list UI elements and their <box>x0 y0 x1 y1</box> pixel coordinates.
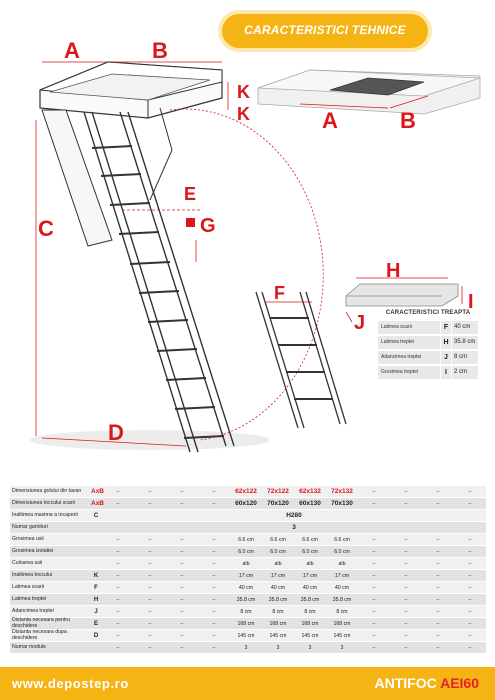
table-cell: – <box>102 570 134 582</box>
table-cell: 62x122 <box>230 486 262 498</box>
table-cell: – <box>358 618 390 630</box>
table-cell: 72x122 <box>262 486 294 498</box>
label-e: E <box>184 184 197 204</box>
table-cell: 3 <box>230 642 262 654</box>
row-code: K <box>90 570 102 582</box>
row-code: F <box>90 582 102 594</box>
table-cell: – <box>166 642 198 654</box>
table-cell: – <box>390 606 422 618</box>
table-row <box>10 630 486 642</box>
table-cell: 35.8 cm <box>294 594 326 606</box>
table-cell: – <box>390 534 422 546</box>
table-cell: – <box>390 498 422 510</box>
row-span-value: 3 <box>102 522 486 534</box>
table-cell: – <box>390 570 422 582</box>
step-specs <box>378 310 478 380</box>
table-cell: – <box>358 594 390 606</box>
label-b: B <box>152 38 168 63</box>
table-cell: – <box>166 618 198 630</box>
step-profile <box>346 284 458 306</box>
table-row <box>10 546 486 558</box>
row-name: Inaltimea toccului <box>10 570 90 582</box>
row-code <box>90 642 102 654</box>
footer-model: ANTIFOC AEI60 <box>374 675 479 691</box>
table-cell: alb <box>230 558 262 570</box>
table-cell: – <box>198 594 230 606</box>
label-a-top-view: A <box>322 108 338 133</box>
table-cell: 145 cm <box>230 630 262 642</box>
table-cell: 60x120 <box>230 498 262 510</box>
table-cell: – <box>422 582 454 594</box>
row-code: AxB <box>90 498 102 510</box>
table-cell: – <box>422 642 454 654</box>
table-cell: – <box>102 486 134 498</box>
table-cell: – <box>454 594 486 606</box>
table-cell: – <box>166 486 198 498</box>
table-cell: 6.0 cm <box>230 546 262 558</box>
table-cell: – <box>102 558 134 570</box>
table-cell: – <box>166 534 198 546</box>
table-cell: 8 cm <box>326 606 358 618</box>
table-cell: 40 cm <box>294 582 326 594</box>
table-cell: – <box>422 570 454 582</box>
table-cell: 17 cm <box>230 570 262 582</box>
table-cell: – <box>102 594 134 606</box>
row-code <box>90 546 102 558</box>
label-h: H <box>386 260 401 282</box>
table-cell: – <box>134 498 166 510</box>
weight-icon <box>186 218 195 227</box>
table-cell: – <box>390 546 422 558</box>
row-name: Inaltimea maxima a incaperii <box>10 510 90 522</box>
table-cell: 72x132 <box>326 486 358 498</box>
table-cell: – <box>166 546 198 558</box>
table-cell: – <box>102 630 134 642</box>
table-cell: – <box>390 558 422 570</box>
table-cell: – <box>358 534 390 546</box>
label-a: A <box>64 38 80 63</box>
table-cell: – <box>102 582 134 594</box>
table-cell: alb <box>294 558 326 570</box>
table-cell: – <box>102 498 134 510</box>
table-cell: 40 cm <box>230 582 262 594</box>
table-cell: 62x132 <box>294 486 326 498</box>
row-code <box>90 522 102 534</box>
table-cell: – <box>454 570 486 582</box>
table-cell: alb <box>326 558 358 570</box>
floor-shadow <box>30 430 270 450</box>
row-span-value: H280 <box>102 510 486 522</box>
table-cell: – <box>198 498 230 510</box>
table-cell: – <box>422 618 454 630</box>
row-name: Distanta necesara dupa deschidere <box>10 630 90 642</box>
table-cell: – <box>358 570 390 582</box>
table-cell: – <box>134 546 166 558</box>
row-name: Adancimea treptei <box>10 606 90 618</box>
table-row <box>10 606 486 618</box>
table-row <box>10 594 486 606</box>
table-cell: 40 cm <box>262 582 294 594</box>
table-row <box>10 534 486 546</box>
row-name: Latimea treptei <box>10 594 90 606</box>
table-row <box>10 570 486 582</box>
table-cell: – <box>198 582 230 594</box>
table-cell: – <box>134 570 166 582</box>
label-b-top-view: B <box>400 108 416 133</box>
spec-row: Grosimea treptei I 2 cm <box>378 365 478 380</box>
table-row <box>10 486 486 498</box>
table-cell: – <box>198 486 230 498</box>
spec-row: Adancimea treptei J 8 cm <box>378 350 478 365</box>
main-ladder <box>84 112 234 452</box>
table-cell: – <box>198 618 230 630</box>
table-cell: – <box>422 630 454 642</box>
table-row <box>10 522 486 534</box>
table-row <box>10 558 486 570</box>
label-k-top: K <box>237 82 250 102</box>
table-cell: 6.0 cm <box>294 546 326 558</box>
ladder-section <box>256 292 346 428</box>
footer <box>0 667 495 700</box>
table-cell: – <box>102 618 134 630</box>
table-cell: – <box>198 558 230 570</box>
table-cell: – <box>390 582 422 594</box>
table-cell: – <box>102 546 134 558</box>
spec-row: Latimea treptei H 35.8 cm <box>378 335 478 350</box>
table-cell: – <box>422 558 454 570</box>
dimension-lines <box>36 62 323 446</box>
row-name: Grosimea izolatiei <box>10 546 90 558</box>
label-c: C <box>38 216 54 241</box>
table-cell: – <box>102 642 134 654</box>
table-cell: – <box>134 582 166 594</box>
table-cell: – <box>454 630 486 642</box>
table-cell: – <box>422 498 454 510</box>
table-cell: – <box>422 606 454 618</box>
table-cell: – <box>102 534 134 546</box>
table-cell: – <box>166 570 198 582</box>
table-cell: – <box>454 486 486 498</box>
row-name: Distanta necesara pentru deschidere <box>10 618 90 630</box>
table-cell: – <box>454 534 486 546</box>
table-cell: – <box>166 606 198 618</box>
table-cell: – <box>198 546 230 558</box>
table-row <box>10 642 486 654</box>
label-j: J <box>354 312 366 334</box>
row-name: Dimensiunea toccului scarii <box>10 498 90 510</box>
table-row <box>10 510 486 522</box>
table-cell: – <box>454 558 486 570</box>
table-cell: – <box>454 606 486 618</box>
table-cell: – <box>390 642 422 654</box>
table-cell: – <box>134 534 166 546</box>
table-cell: 6.6 cm <box>230 534 262 546</box>
table-cell: – <box>358 498 390 510</box>
table-cell: – <box>422 534 454 546</box>
footer-url[interactable]: www.depostep.ro <box>12 676 129 691</box>
table-cell: – <box>390 594 422 606</box>
table-cell: 8 cm <box>294 606 326 618</box>
row-code: E <box>90 618 102 630</box>
table-row <box>10 582 486 594</box>
row-code: D <box>90 630 102 642</box>
table-cell: – <box>358 630 390 642</box>
table-cell: – <box>134 618 166 630</box>
table-cell: – <box>454 546 486 558</box>
table-cell: 3 <box>326 642 358 654</box>
table-cell: 35.8 cm <box>326 594 358 606</box>
table-cell: 145 cm <box>326 630 358 642</box>
table-cell: – <box>198 630 230 642</box>
table-cell: 6.0 cm <box>326 546 358 558</box>
row-name: Culoarea usii <box>10 558 90 570</box>
table-cell: – <box>102 606 134 618</box>
table-cell: – <box>358 558 390 570</box>
label-i: I <box>468 291 474 313</box>
table-cell: 145 cm <box>294 630 326 642</box>
row-code <box>90 534 102 546</box>
banner-title: CARACTERISTICI TEHNICE <box>244 23 406 37</box>
table-cell: 35.8 cm <box>262 594 294 606</box>
row-name: Dimensiunea golului din tavan <box>10 486 90 498</box>
table-row <box>10 618 486 630</box>
table-cell: – <box>358 546 390 558</box>
table-cell: 17 cm <box>294 570 326 582</box>
table-cell: 3 <box>262 642 294 654</box>
row-code: C <box>90 510 102 522</box>
table-cell: – <box>358 486 390 498</box>
table-cell: – <box>134 642 166 654</box>
table-row <box>10 498 486 510</box>
row-code: AxB <box>90 486 102 498</box>
table-cell: alb <box>262 558 294 570</box>
table-cell: – <box>166 582 198 594</box>
table-cell: 168 cm <box>294 618 326 630</box>
table-cell: – <box>198 534 230 546</box>
table-cell: 3 <box>294 642 326 654</box>
table-cell: – <box>358 582 390 594</box>
table-cell: – <box>422 594 454 606</box>
table-cell: – <box>134 606 166 618</box>
table-cell: – <box>134 486 166 498</box>
table-cell: – <box>454 582 486 594</box>
table-cell: – <box>134 630 166 642</box>
table-cell: – <box>166 558 198 570</box>
table-cell: – <box>134 558 166 570</box>
label-f: F <box>274 283 285 303</box>
table-cell: – <box>454 618 486 630</box>
row-name: Numar module <box>10 642 90 654</box>
table-cell: 40 cm <box>326 582 358 594</box>
table-cell: 6.6 cm <box>326 534 358 546</box>
step-specs-title: CARACTERISTICI TREAPTA <box>385 310 471 316</box>
table-cell: 8 cm <box>262 606 294 618</box>
table-cell: – <box>198 606 230 618</box>
table-cell: 168 cm <box>230 618 262 630</box>
table-cell: 168 cm <box>326 618 358 630</box>
table-cell: 6.6 cm <box>294 534 326 546</box>
table-cell: 35.8 cm <box>230 594 262 606</box>
row-name: Latimea scarii <box>10 582 90 594</box>
row-name: Numar garnituri <box>10 522 90 534</box>
table-cell: 6.6 cm <box>262 534 294 546</box>
table-cell: – <box>390 486 422 498</box>
table-cell: – <box>422 546 454 558</box>
table-cell: 168 cm <box>262 618 294 630</box>
table-cell: 60x130 <box>294 498 326 510</box>
table-cell: – <box>390 618 422 630</box>
spec-row: Latimea scarii F 40 cm <box>378 320 478 335</box>
table-cell: – <box>134 594 166 606</box>
label-d: D <box>108 420 124 445</box>
table-cell: – <box>454 498 486 510</box>
table-cell: – <box>454 642 486 654</box>
table-cell: 145 cm <box>262 630 294 642</box>
table-cell: 17 cm <box>326 570 358 582</box>
table-cell: – <box>390 630 422 642</box>
row-code: J <box>90 606 102 618</box>
table-cell: – <box>358 642 390 654</box>
table-cell: 17 cm <box>262 570 294 582</box>
table-cell: 6.0 cm <box>262 546 294 558</box>
row-code <box>90 558 102 570</box>
table-cell: – <box>166 498 198 510</box>
label-g: G <box>200 215 216 237</box>
table-cell: – <box>198 570 230 582</box>
table-cell: 8 cm <box>230 606 262 618</box>
table-cell: – <box>166 630 198 642</box>
table-cell: 70x130 <box>326 498 358 510</box>
table-cell: – <box>358 606 390 618</box>
table-cell: 70x120 <box>262 498 294 510</box>
row-code: H <box>90 594 102 606</box>
table-cell: – <box>198 642 230 654</box>
row-name: Grosimea usii <box>10 534 90 546</box>
label-k-bottom: K <box>237 104 250 124</box>
table-cell: – <box>422 486 454 498</box>
table-cell: – <box>166 594 198 606</box>
technical-table <box>10 486 486 654</box>
